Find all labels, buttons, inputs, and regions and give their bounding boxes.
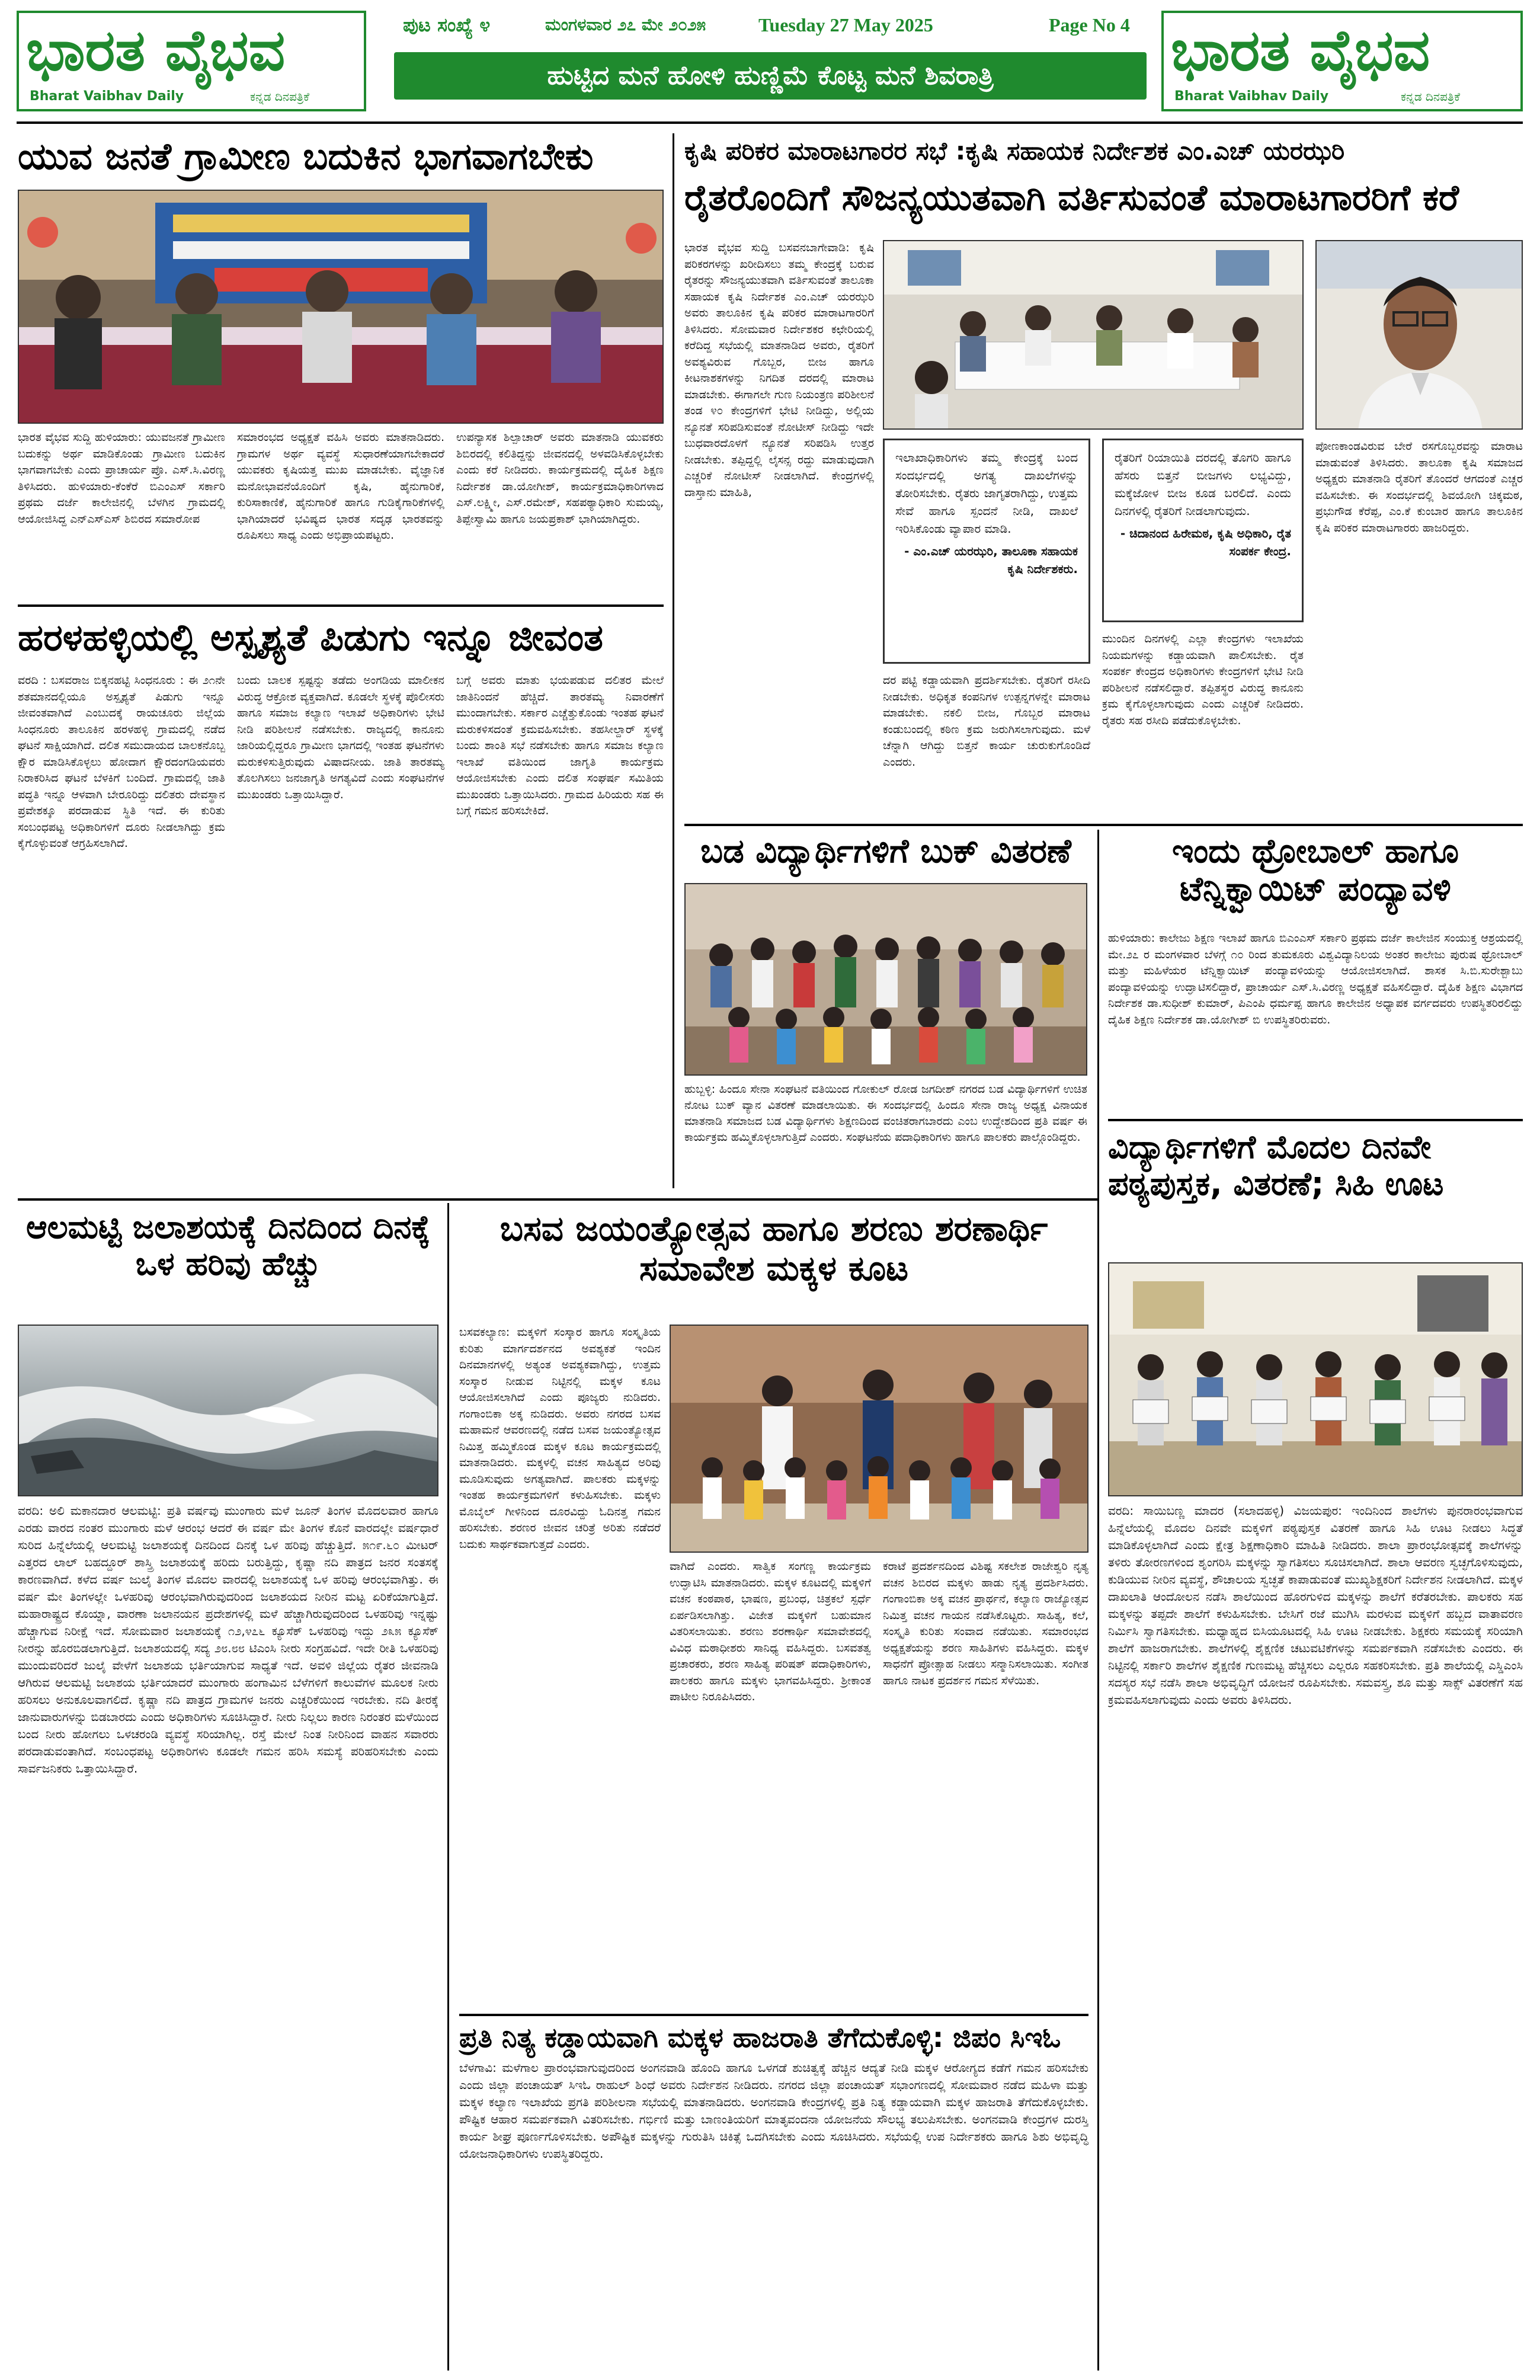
agri-meeting-photo <box>883 240 1304 430</box>
basava-headline: ಬಸವ ಜಯಂತ್ಯೋತ್ಸವ ಹಾಗೂ ಶರಣು ಶರಣಾರ್ಥಿ ಸಮಾವೇಶ ಮಕ್ಕಳ ಕೂಟ <box>500 1208 1048 1288</box>
agri-quote-2 <box>1102 439 1304 622</box>
rule-middle <box>18 1198 1097 1201</box>
masthead-subtitle-en-right: Bharat Vaibhav Daily <box>1174 89 1329 104</box>
page-no: Page No 4 <box>1049 14 1130 36</box>
masthead-subtitle-en: Bharat Vaibhav Daily <box>30 89 184 104</box>
throwball-headline: ಇಂದು ಥ್ರೋಬಾಲ್ ಹಾಗೂ ಟೆನ್ನಿಕ್ವಾಯಿಟ್ ಪಂದ್ಯಾವಳಿ <box>1172 832 1459 909</box>
rule-youth-bottom <box>18 604 664 607</box>
page-label-kn: ಪುಟ ಸಂಖ್ಯೆ ೪ <box>403 14 491 36</box>
basava-col-1: ಬಸವಕಲ್ಯಾಣ: ಮಕ್ಕಳಿಗೆ ಸಂಸ್ಕಾರ ಹಾಗೂ ಸಂಸ್ಕೃತಿಯ ಕುರಿತು ಮಾರ್ಗದರ್ಶನದ ಅವಶ್ಯಕತೆ ಇಂದಿನ ದಿನಮಾನಗಳಲ್ಲಿ ಅತ್ಯಂತ ಅವಶ್ಯಕವಾಗಿದ್ದು, ಉತ್ತಮ ಸಂಸ್ಕಾರ ನೀಡುವ ನಿಟ್ಟಿನಲ್ಲಿ ಮಕ್ಕಳ ಕೂಟ ಆಯೋಜಿಸಲಾಗಿದೆ ಎಂದು ಪೂಜ್ಯರು ನುಡಿದರು. ಗಂಗಾಂಬಿಕಾ ಅಕ್ಕ ನುಡಿದರು. ಅವರು ನಗರದ ಬಸವ ಮಹಾಮನೆ ಆವರಣದಲ್ಲಿ ನಡೆದ ಬಸವ ಜಯಂತ್ಯೋತ್ಸವ ನಿಮಿತ್ತ ಹಮ್ಮಿಕೊಂಡ ಮಕ್ಕಳ ಕೂಟ ಕಾರ್ಯಕ್ರಮದಲ್ಲಿ ಮಾತನಾಡಿದರು. ಮಕ್ಕಳಲ್ಲಿ ವಚನ ಸಾಹಿತ್ಯದ ಅರಿವು ಮೂಡಿಸುವುದು ಅಗತ್ಯವಾಗಿದೆ. ಪಾಲಕರು ಮಕ್ಕಳನ್ನು ಇಂತಹ ಕಾರ್ಯಕ್ರಮಗಳಿಗೆ ಕಳುಹಿಸಬೇಕು. ಮಕ್ಕಳು ಮೊಬೈಲ್ ಗೀಳಿನಿಂದ ದೂರವಿದ್ದು ಓದಿನತ್ತ ಗಮನ ಹರಿಸಬೇಕು. ಶರಣರ ಜೀವನ ಚರಿತ್ರೆ ಅರಿತು ನಡೆದರೆ ಬದುಕು ಸಾರ್ಥಕವಾಗುತ್ತದೆ ಎಂದರು. <box>459 1326 661 1551</box>
youth-headline: ಯುವ ಜನತೆ ಗ್ರಾಮೀಣ ಬದುಕಿನ ಭಾಗವಾಗಬೇಕು <box>18 135 594 178</box>
agri-headline: ರೈತರೊಂದಿಗೆ ಸೌಜನ್ಯಯುತವಾಗಿ ವರ್ತಿಸುವಂತೆ ಮಾರಾಟಗಾರರಿಗೆ ಕರೆ <box>684 177 1459 219</box>
untouchability-headline: ಹರಳಹಳ್ಳಿಯಲ್ಲಿ ಅಸ್ಪೃಶ್ಯತೆ ಪಿಡುಗು ಇನ್ನೂ ಜೀವಂತ <box>18 616 603 659</box>
rule-agri-bottom <box>684 824 1523 826</box>
books-photo <box>684 883 1087 1076</box>
youth-photo-image <box>19 191 664 424</box>
students-body: ವರದಿ: ಸಾಯಿಬಣ್ಣ ಮಾದರ (ಸಲಾದಹಳ್ಳಿ) ವಿಜಯಪುರ: ಇಂದಿನಿಂದ ಶಾಲೆಗಳು ಪುನರಾರಂಭವಾಗುವ ಹಿನ್ನೆಲೆಯಲ್ಲಿ ಮೊದಲ ದಿನವೇ ಮಕ್ಕಳಿಗೆ ಪಠ್ಯಪುಸ್ತಕ ವಿತರಣೆ ಹಾಗೂ ಸಿಹಿ ಊಟ ನೀಡಲು ಸಿದ್ಧತೆ ಮಾಡಿಕೊಳ್ಳಲಾಗಿದೆ ಎಂದು ಕ್ಷೇತ್ರ ಶಿಕ್ಷಣಾಧಿಕಾರಿ ಮಾಹಿತಿ ನೀಡಿದರು. ಶಾಲಾ ಪ್ರಾರಂಭೋತ್ಸವಕ್ಕೆ ಶಾಲೆಗಳನ್ನು ತಳಿರು ತೋರಣಗಳಿಂದ ಶೃಂಗರಿಸಿ ಮಕ್ಕಳನ್ನು ಸ್ವಾಗತಿಸಲು ಸೂಚಿಸಲಾಗಿದೆ. ಶಾಲಾ ಆವರಣ ಸ್ವಚ್ಛಗೊಳಿಸುವುದು, ಕುಡಿಯುವ ನೀರಿನ ವ್ಯವಸ್ಥೆ, ಶೌಚಾಲಯ ಸ್ವಚ್ಛತೆ ಕಾಪಾಡುವಂತೆ ಮುಖ್ಯಶಿಕ್ಷಕರಿಗೆ ನಿರ್ದೇಶನ ನೀಡಲಾಗಿದೆ. ಮಕ್ಕಳ ದಾಖಲಾತಿ ಆಂದೋಲನ ನಡೆಸಿ ಶಾಲೆಯಿಂದ ಹೊರಗುಳಿದ ಮಕ್ಕಳನ್ನು ಶಾಲೆಗೆ ಕರೆತರಬೇಕು. ಪಾಲಕರು ಸಹ ಮಕ್ಕಳನ್ನು ತಪ್ಪದೇ ಶಾಲೆಗೆ ಕಳುಹಿಸಬೇಕು. ಬೇಸಿಗೆ ರಜೆ ಮುಗಿಸಿ ಮರಳುವ ಮಕ್ಕಳಿಗೆ ಹಬ್ಬದ ವಾತಾವರಣ ನಿರ್ಮಿಸಿ ಸ್ವಾಗತಿಸಬೇಕು. ಮಧ್ಯಾಹ್ನದ ಬಿಸಿಯೂಟದಲ್ಲಿ ಸಿಹಿ ಊಟ ನೀಡಬೇಕು. ಶಿಕ್ಷಕರು ಸಮಯಕ್ಕೆ ಸರಿಯಾಗಿ ಶಾಲೆಗೆ ಹಾಜರಾಗಬೇಕು. ಶಾಲೆಗಳಲ್ಲಿ ಶೈಕ್ಷಣಿಕ ಚಟುವಟಿಕೆಗಳನ್ನು ಸಮರ್ಪಕವಾಗಿ ನಡೆಸಬೇಕು ಎಂದರು. ಈ ನಿಟ್ಟಿನಲ್ಲಿ ಸರ್ಕಾರಿ ಶಾಲೆಗಳ ಶೈಕ್ಷಣಿಕ ಗುಣಮಟ್ಟ ಹೆಚ್ಚಿಸಲು ಎಲ್ಲರೂ ಸಹಕರಿಸಬೇಕು. ಪ್ರತಿ ಶಾಲೆಯಲ್ಲಿ ಎಸ್ಡಿಎಂಸಿ ಸದಸ್ಯರ ಸಭೆ ನಡೆಸಿ ಶಾಲಾ ಅಭಿವೃದ್ಧಿಗೆ ಯೋಜನೆ ರೂಪಿಸಬೇಕು. ಸಮವಸ್ತ್ರ, ಶೂ ಮತ್ತು ಸಾಕ್ಸ್ ವಿತರಣೆಗೆ ಸಹ ಕ್ರಮವಹಿಸಲಾಗುವುದು ಎಂದು ಅವರು ತಿಳಿಸಿದರು. <box>1108 1504 1523 1707</box>
basava-col-2: ವಾಗಿದೆ ಎಂದರು. ಸಾತ್ವಿಕ ಸಂಗಣ್ಣ ಕಾರ್ಯಕ್ರಮ ಉದ್ಘಾಟಿಸಿ ಮಾತನಾಡಿದರು. ಮಕ್ಕಳ ಕೂಟದಲ್ಲಿ ಮಕ್ಕಳಿಗೆ ವಚನ ಕಂಠಪಾಠ, ಭಾಷಣ, ಪ್ರಬಂಧ, ಚಿತ್ರಕಲೆ ಸ್ಪರ್ಧೆ ಏರ್ಪಡಿಸಲಾಗಿತ್ತು. ವಿಜೇತ ಮಕ್ಕಳಿಗೆ ಬಹುಮಾನ ವಿತರಿಸಲಾಯಿತು. ಶರಣು ಶರಣಾರ್ಥಿ ಸಮಾವೇಶದಲ್ಲಿ ವಿವಿಧ ಮಠಾಧೀಶರು ಸಾನಿಧ್ಯ ವಹಿಸಿದ್ದರು. ಬಸವತತ್ವ ಪ್ರಚಾರಕರು, ಶರಣ ಸಾಹಿತ್ಯ ಪರಿಷತ್ ಪದಾಧಿಕಾರಿಗಳು, ಪಾಲಕರು ಹಾಗೂ ಮಕ್ಕಳು ಭಾಗವಹಿಸಿದ್ದರು. ಶ್ರೀಕಾಂತ ಪಾಟೀಲ ನಿರೂಪಿಸಿದರು. <box>670 1560 871 1703</box>
agri-quote-1-byline: - ಎಂ.ಎಚ್ ಯರಝರಿ, ತಾಲೂಕಾ ಸಹಾಯಕ ಕೃಷಿ ನಿರ್ದೇಶಕರು. <box>904 544 1078 576</box>
masthead-right <box>1161 11 1523 111</box>
books-headline: ಬಡ ವಿದ್ಯಾರ್ಥಿಗಳಿಗೆ ಬುಕ್ ವಿತರಣೆ <box>700 832 1071 871</box>
basava-col-3: ಕರಾಟೆ ಪ್ರದರ್ಶನದಿಂದ ವಿಶಿಷ್ಟ ಸಕಲೇಶ ರಾಜೇಶ್ವರಿ ನೃತ್ಯ ವಚನ ಶಿಬಿರದ ಮಕ್ಕಳು ಹಾಡು ನೃತ್ಯ ಪ್ರದರ್ಶಿಸಿದರು. ಗಂಗಾಂಬಿಕಾ ಅಕ್ಕ ವಚನ ಪ್ರಾರ್ಥನೆ, ಕಲ್ಯಾಣ ರಾಜ್ಯೋತ್ಸವ ನಿಮಿತ್ತ ವಚನ ಗಾಯನ ನಡೆಸಿಕೊಟ್ಟರು. ಸಾಹಿತ್ಯ, ಕಲೆ, ಸಂಸ್ಕೃತಿ ಕುರಿತು ಸಂವಾದ ನಡೆಯಿತು. ಸಮಾರಂಭದ ಅಧ್ಯಕ್ಷತೆಯನ್ನು ಶರಣ ಸಾಹಿತಿಗಳು ವಹಿಸಿದ್ದರು. ಮಕ್ಕಳ ಸಾಧನೆಗೆ ಪ್ರೋತ್ಸಾಹ ನೀಡಲು ಸನ್ಮಾನಿಸಲಾಯಿತು. ಸಂಗೀತ ಹಾಗೂ ನಾಟಕ ಪ್ರದರ್ಶನ ಗಮನ ಸೆಳೆಯಿತು. <box>883 1560 1088 1687</box>
books-photo-image <box>686 884 1087 1076</box>
rule-basava-bottom <box>459 2014 1088 2016</box>
masthead-title: ಭಾರತ ವೈಭವ <box>26 17 286 84</box>
masthead-title-right: ಭಾರತ ವೈಭವ <box>1171 17 1430 84</box>
date-en: Tuesday 27 May 2025 <box>758 14 933 36</box>
agri-col-4: ಮುಂದಿನ ದಿನಗಳಲ್ಲಿ ಎಲ್ಲಾ ಕೇಂದ್ರಗಳು ಇಲಾಖೆಯ ನಿಯಮಗಳನ್ನು ಕಡ್ಡಾಯವಾಗಿ ಪಾಲಿಸಬೇಕು. ರೈತ ಸಂಪರ್ಕ ಕೇಂದ್ರದ ಅಧಿಕಾರಿಗಳು ಕೇಂದ್ರಗಳಿಗೆ ಭೇಟಿ ನೀಡಿ ಪರಿಶೀಲನೆ ನಡೆಸಲಿದ್ದಾರೆ. ತಪ್ಪಿತಸ್ಥರ ವಿರುದ್ಧ ಕಾನೂನು ಕ್ರಮ ಕೈಗೊಳ್ಳಲಾಗುವುದು ಎಂದು ಎಚ್ಚರಿಕೆ ನೀಡಿದರು. ರೈತರು ಸಹ ರಸೀದಿ ಪಡೆದುಕೊಳ್ಳಬೇಕು. <box>1102 632 1304 727</box>
agri-col-3: ಪೋಣಕಾಂಡವಿರುವ ಬೇರೆ ರಸಗೊಬ್ಬರವನ್ನು ಮಾರಾಟ ಮಾಡುವಂತೆ ತಿಳಿಸಿದರು. ತಾಲೂಕಾ ಕೃಷಿ ಸಮಾಜದ ಅಧ್ಯಕ್ಷರು ಮಾತನಾಡಿ ರೈತರಿಗೆ ತೊಂದರೆ ಆಗದಂತೆ ಎಚ್ಚರ ವಹಿಸಬೇಕು. ಈ ಸಂದರ್ಭದಲ್ಲಿ ಶಿವಯೋಗಿ ಚಿಕ್ಕಮಠ, ಪ್ರಭುಗೌಡ ಕೆರೆಪ್ಪ, ಎಂ.ಕೆ ಕುಂಬಾರ ಹಾಗೂ ತಾಲೂಕಿನ ಕೃಷಿ ಪರಿಕರ ಮಾರಾಟಗಾರರು ಹಾಜರಿದ್ದರು. <box>1315 440 1523 535</box>
rule-almatti-right <box>447 1203 449 2371</box>
agri-meeting-image <box>884 241 1304 430</box>
agri-quote-2-text: ರೈತರಿಗೆ ರಿಯಾಯಿತಿ ದರದಲ್ಲಿ ತೊಗರಿ ಹಾಗೂ ಹೆಸರು ಬಿತ್ತನೆ ಬೀಜಗಳು ಲಭ್ಯವಿದ್ದು, ಮಕ್ಕೆಜೋಳ ಬೀಜ ಕೂಡ ಬರಲಿದೆ. ಎಂದು ದಿನಗಳಲ್ಲಿ ರೈತರಿಗೆ ನೀಡಲಾಗುವುದು. <box>1115 450 1291 518</box>
students-photo-image <box>1109 1263 1523 1496</box>
agri-col-2: ದರ ಪಟ್ಟಿ ಕಡ್ಡಾಯವಾಗಿ ಪ್ರದರ್ಶಿಸಬೇಕು. ರೈತರಿಗೆ ರಸೀದಿ ನೀಡಬೇಕು. ಅಧಿಕೃತ ಕಂಪನಿಗಳ ಉತ್ಪನ್ನಗಳನ್ನೇ ಮಾರಾಟ ಮಾಡಬೇಕು. ನಕಲಿ ಬೀಜ, ಗೊಬ್ಬರ ಮಾರಾಟ ಕಂಡುಬಂದಲ್ಲಿ ಕಠಿಣ ಕ್ರಮ ಜರುಗಿಸಲಾಗುವುದು. ಮಳೆ ಚೆನ್ನಾಗಿ ಆಗಿದ್ದು ಬಿತ್ತನೆ ಕಾರ್ಯ ಚುರುಕುಗೊಂಡಿದೆ ಎಂದರು. <box>883 674 1090 769</box>
basava-photo-image <box>671 1326 1088 1553</box>
students-photo <box>1108 1262 1523 1496</box>
agri-quote-1 <box>883 439 1090 664</box>
rule-left-column <box>673 133 674 1188</box>
attendance-body: ಬೆಳಗಾವಿ: ಮಳೆಗಾಲ ಪ್ರಾರಂಭವಾಗುವುದರಿಂದ ಅಂಗನವಾಡಿ ಹೊಂದಿ ಹಾಗೂ ಒಳಗಡೆ ಶುಚಿತ್ವಕ್ಕೆ ಹೆಚ್ಚಿನ ಆದ್ಯತೆ ನೀಡಿ ಮಕ್ಕಳ ಆರೋಗ್ಯದ ಕಡೆಗೆ ಗಮನ ಹರಿಸಬೇಕು ಎಂದು ಜಿಲ್ಲಾ ಪಂಚಾಯತ್ ಸಿಇಓ ರಾಹುಲ್ ಶಿಂಧೆ ಅವರು ನಿರ್ದೇಶನ ನೀಡಿದರು. ನಗರದ ಜಿಲ್ಲಾ ಪಂಚಾಯತ್ ಸಭಾಂಗಣದಲ್ಲಿ ಸೋಮವಾರ ನಡೆದ ಮಹಿಳಾ ಮತ್ತು ಮಕ್ಕಳ ಕಲ್ಯಾಣ ಇಲಾಖೆಯ ಪ್ರಗತಿ ಪರಿಶೀಲನಾ ಸಭೆಯಲ್ಲಿ ಮಾತನಾಡಿದರು. ಅಂಗನವಾಡಿ ಕೇಂದ್ರಗಳಲ್ಲಿ ಪ್ರತಿ ನಿತ್ಯ ಕಡ್ಡಾಯವಾಗಿ ಮಕ್ಕಳ ಹಾಜರಾತಿ ತೆಗೆದುಕೊಳ್ಳಬೇಕು. ಪೌಷ್ಟಿಕ ಆಹಾರ ಸಮರ್ಪಕವಾಗಿ ವಿತರಿಸಬೇಕು. ಗರ್ಭಿಣಿ ಮತ್ತು ಬಾಣಂತಿಯರಿಗೆ ಮಾತೃವಂದನಾ ಯೋಜನೆಯ ಸೌಲಭ್ಯ ತಲುಪಿಸಬೇಕು. ಅಂಗನವಾಡಿ ಕೇಂದ್ರಗಳ ದುರಸ್ತಿ ಕಾರ್ಯ ಶೀಘ್ರ ಪೂರ್ಣಗೊಳಿಸಬೇಕು. ಅಪೌಷ್ಟಿಕ ಮಕ್ಕಳನ್ನು ಗುರುತಿಸಿ ಚಿಕಿತ್ಸೆ ಒದಗಿಸಬೇಕು ಎಂದು ಸೂಚಿಸಿದರು. ಸಭೆಯಲ್ಲಿ ಉಪ ನಿರ್ದೇಶಕರು ಹಾಗೂ ಶಿಶು ಅಭಿವೃದ್ಧಿ ಯೋಜನಾಧಿಕಾರಿಗಳು ಉಪಸ್ಥಿತರಿದ್ದರು. <box>459 2061 1088 2161</box>
almatti-body: ವರದಿ: ಅಲಿ ಮಕಾನದಾರ ಆಲಮಟ್ಟಿ: ಪ್ರತಿ ವರ್ಷವು ಮುಂಗಾರು ಮಳೆ ಜೂನ್ ತಿಂಗಳ ಮೊದಲವಾರ ಹಾಗೂ ಎರಡು ವಾರದ ನಂತರ ಮುಂಗಾರು ಮಳೆ ಆರಂಭ ಆದರೆ ಈ ವರ್ಷ ಮೇ ತಿಂಗಳ ಕೊನೆ ವಾರದಲ್ಲೇ ವರ್ಷಧಾರೆ ಸುರಿದ ಹಿನ್ನೆಲೆಯಲ್ಲಿ ಆಲಮಟ್ಟಿ ಜಲಾಶಯಕ್ಕೆ ದಿನದಿಂದ ದಿನಕ್ಕೆ ಒಳ ಹರಿವು ಹೆಚ್ಚುತ್ತಿದೆ. ೫೧೯.೬೦ ಮೀಟರ್ ಎತ್ತರದ ಲಾಲ್ ಬಹದ್ದೂರ್ ಶಾಸ್ತ್ರಿ ಜಲಾಶಯಕ್ಕೆ ಹರಿದು ಬರುತ್ತಿದ್ದು, ಕೃಷ್ಣಾ ನದಿ ಪಾತ್ರದ ಜನರ ಸಂತಸಕ್ಕೆ ಕಾರಣವಾಗಿದೆ. ಕಳೆದ ವರ್ಷ ಜುಲೈ ತಿಂಗಳ ಮೊದಲ ವಾರದಲ್ಲಿ ಜಲಾಶಯಕ್ಕೆ ಒಳ ಹರಿವು ಆರಂಭವಾಗಿತ್ತು. ಈ ವರ್ಷ ಮೇ ತಿಂಗಳಲ್ಲೇ ಒಳಹರಿವು ಆರಂಭವಾಗಿರುವುದರಿಂದ ಜಲಾಶಯದ ನೀರಿನ ಮಟ್ಟ ಏರಿಕೆಯಾಗುತ್ತಿದೆ. ಮಹಾರಾಷ್ಟ್ರದ ಕೊಯ್ನಾ, ವಾರಣಾ ಜಲಾನಯನ ಪ್ರದೇಶಗಳಲ್ಲಿ ಮಳೆ ಹೆಚ್ಚಾಗಿರುವುದರಿಂದ ಒಳಹರಿವು ಇನ್ನಷ್ಟು ಹೆಚ್ಚಾಗುವ ನಿರೀಕ್ಷೆ ಇದೆ. ಸೋಮವಾರ ಜಲಾಶಯಕ್ಕೆ ೧೨,೪೭೬ ಕ್ಯೂಸೆಕ್ ಒಳಹರಿವು ಇದ್ದು ೨೩೫ ಕ್ಯೂಸೆಕ್ ನೀರನ್ನು ಹೊರಬಿಡಲಾಗುತ್ತಿದೆ. ಜಲಾಶಯದಲ್ಲಿ ಸದ್ಯ ೨೮.೮೮ ಟಿಎಂಸಿ ನೀರು ಸಂಗ್ರಹವಿದೆ. ಇದೇ ರೀತಿ ಒಳಹರಿವು ಮುಂದುವರಿದರೆ ಜುಲೈ ವೇಳೆಗೆ ಜಲಾಶಯ ಭರ್ತಿಯಾಗುವ ಸಾಧ್ಯತೆ ಇದೆ. ಅವಳಿ ಜಿಲ್ಲೆಯ ರೈತರ ಜೀವನಾಡಿ ಆಗಿರುವ ಆಲಮಟ್ಟಿ ಜಲಾಶಯ ಭರ್ತಿಯಾದರೆ ಮುಂಗಾರು ಹಂಗಾಮಿನ ಬೆಳೆಗಳಿಗೆ ಕಾಲುವೆಗಳ ಮೂಲಕ ನೀರು ಹರಿಸಲು ಅನುಕೂಲವಾಗಲಿದೆ. ಕೃಷ್ಣಾ ನದಿ ಪಾತ್ರದ ಗ್ರಾಮಗಳ ಜನರು ಎಚ್ಚರಿಕೆಯಿಂದ ಇರಬೇಕು. ನದಿ ತೀರಕ್ಕೆ ಜಾನುವಾರುಗಳನ್ನು ಬಿಡಬಾರದು ಎಂದು ಅಧಿಕಾರಿಗಳು ಸೂಚಿಸಿದ್ದಾರೆ. ನೀರು ನಿಲ್ಲಲು ಕಾರಣ ನಿರಂತರ ಮಳೆಯಿಂದ ಬಂದ ನೀರು ಹೋಗಲು ಒಳಚರಂಡಿ ವ್ಯವಸ್ಥೆ ಸರಿಯಾಗಿಲ್ಲ. ರಸ್ತೆ ಮೇಲೆ ನಿಂತ ನೀರಿನಿಂದ ವಾಹನ ಸವಾರರು ಪರದಾಡುವಂತಾಗಿದೆ. ಸಂಬಂಧಪಟ್ಟ ಅಧಿಕಾರಿಗಳು ಕೂಡಲೇ ಗಮನ ಹರಿಸಿ ಸಮಸ್ಯೆ ಪರಿಹರಿಸಬೇಕು ಎಂದು ಸಾರ್ವಜನಿಕರು ಒತ್ತಾಯಿಸಿದ್ದಾರೆ. <box>18 1504 438 1776</box>
almatti-photo-image <box>19 1326 438 1496</box>
youth-col-2: ಸಮಾರಂಭದ ಅಧ್ಯಕ್ಷತೆ ವಹಿಸಿ ಅವರು ಮಾತನಾಡಿದರು. ಗ್ರಾಮಗಳ ಅರ್ಥ ವ್ಯವಸ್ಥೆ ಸುಧಾರಣೆಯಾಗಬೇಕಾದರೆ ಯುವಕರು ಕೃಷಿಯತ್ತ ಮುಖ ಮಾಡಬೇಕು. ವೈಜ್ಞಾನಿಕ ಮನೋಭಾವನೆಯೊಂದಿಗೆ ಕೃಷಿ, ಹೈನುಗಾರಿಕೆ, ಕುರಿಸಾಕಾಣಿಕೆ, ಹೈನುಗಾರಿಕೆ ಹಾಗೂ ಗುಡಿಕೈಗಾರಿಕೆಗಳಲ್ಲಿ ಭಾಗಿಯಾದರೆ ಭವಿಷ್ಯದ ಭಾರತ ಸದೃಢ ಭಾರತವನ್ನು ರೂಪಿಸಲು ಸಾಧ್ಯ ಎಂದು ಅಭಿಪ್ರಾಯಪಟ್ಟರು. <box>237 431 444 542</box>
basava-photo <box>670 1325 1088 1553</box>
masthead-subtitle-kn: ಕನ್ನಡ ದಿನಪತ್ರಿಕೆ <box>250 89 310 104</box>
agri-quote-1-text: ಇಲಾಖಾಧಿಕಾರಿಗಳು ತಮ್ಮ ಕೇಂದ್ರಕ್ಕೆ ಬಂದ ಸಂದರ್ಭದಲ್ಲಿ ಅಗತ್ಯ ದಾಖಲೆಗಳನ್ನು ತೋರಿಸಬೇಕು. ರೈತರು ಜಾಗೃತರಾಗಿದ್ದು, ಉತ್ತಮ ಸೇವೆ ಹಾಗೂ ಸ್ಪಂದನೆ ನೀಡಿ, ದಾಖಲೆ ಇರಿಸಿಕೊಂಡು ವ್ಯಾಪಾರ ಮಾಡಿ. <box>895 450 1078 536</box>
rule-right-column <box>1097 1126 1099 2371</box>
masthead-rule <box>17 121 1523 124</box>
untouchability-col-1: ವರದಿ : ಬಸವರಾಜ ಬಿಕ್ಕನಹಟ್ಟಿ ಸಿಂಧನೂರು : ಈ ೨೧ನೇ ಶತಮಾನದಲ್ಲಿಯೂ ಅಸ್ಪೃಶ್ಯತೆ ಪಿಡುಗು ಇನ್ನೂ ಜೀವಂತವಾಗಿದೆ ಎಂಬುದಕ್ಕೆ ರಾಯಚೂರು ಜಿಲ್ಲೆಯ ಸಿಂಧನೂರು ತಾಲೂಕಿನ ಹರಳಹಳ್ಳಿ ಗ್ರಾಮದಲ್ಲಿ ನಡೆದ ಘಟನೆ ಸಾಕ್ಷಿಯಾಗಿದೆ. ದಲಿತ ಸಮುದಾಯದ ಬಾಲಕನೊಬ್ಬ ಕ್ಷೌರ ಮಾಡಿಸಿಕೊಳ್ಳಲು ಹೋದಾಗ ಕ್ಷೌರದಂಗಡಿಯವರು ನಿರಾಕರಿಸಿದ ಘಟನೆ ಬೆಳಕಿಗೆ ಬಂದಿದೆ. ಗ್ರಾಮದಲ್ಲಿ ಜಾತಿ ಪದ್ಧತಿ ಇನ್ನೂ ಆಳವಾಗಿ ಬೇರೂರಿದ್ದು ದಲಿತರು ದೇವಸ್ಥಾನ ಪ್ರವೇಶಕ್ಕೂ ಪರದಾಡುವ ಸ್ಥಿತಿ ಇದೆ. ಈ ಕುರಿತು ಸಂಬಂಧಪಟ್ಟ ಅಧಿಕಾರಿಗಳಿಗೆ ದೂರು ನೀಡಲಾಗಿದ್ದು ಕ್ರಮ ಕೈಗೊಳ್ಳುವಂತೆ ಆಗ್ರಹಿಸಲಾಗಿದೆ. <box>18 674 225 850</box>
masthead-left <box>17 11 366 111</box>
throwball-body: ಹುಳಿಯಾರು: ಕಾಲೇಜು ಶಿಕ್ಷಣ ಇಲಾಖೆ ಹಾಗೂ ಬಿಎಂಎಸ್ ಸರ್ಕಾರಿ ಪ್ರಥಮ ದರ್ಜೆ ಕಾಲೇಜಿನ ಸಂಯುಕ್ತ ಆಶ್ರಯದಲ್ಲಿ ಮೇ.೨೭ ರ ಮಂಗಳವಾರ ಬೆಳಗ್ಗೆ ೧೦ ರಿಂದ ತುಮಕೂರು ವಿಶ್ವವಿದ್ಯಾನಿಲಯ ಅಂತರ ಕಾಲೇಜು ಪುರುಷ ಥ್ರೋಬಾಲ್ ಮತ್ತು ಮಹಿಳೆಯರ ಟೆನ್ನಿಕ್ವಾಯಿಟ್ ಪಂದ್ಯಾವಳಿಯನ್ನು ಆಯೋಜಿಸಲಾಗಿದೆ. ಶಾಸಕ ಸಿ.ಬಿ.ಸುರೇಶ್ಬಾಬು ಪಂದ್ಯಾವಳಿಯನ್ನು ಉದ್ಘಾಟಿಸಲಿದ್ದಾರೆ, ಪ್ರಾಚಾರ್ಯ ಎಸ್.ಸಿ.ವಿರಣ್ಣ ಅಧ್ಯಕ್ಷತೆ ವಹಿಸಲಿದ್ದಾರೆ. ದೈಹಿಕ ಶಿಕ್ಷಣ ವಿಭಾಗದ ನಿರ್ದೇಶಕ ಡಾ.ಸುಧೀಶ್ ಕುಮಾರ್, ಪಿಎಂಪಿ ಧರ್ಮಪ್ಪ ಹಾಗೂ ಕಾಲೇಜಿನ ಅಧ್ಯಾಪಕ ವರ್ಗದವರು ಉಪಸ್ಥಿತರಿರಲಿದ್ದು ದೈಹಿಕ ಶಿಕ್ಷಣ ನಿರ್ದೇಶಕ ಡಾ.ಯೋಗೀಶ್ ಬಿ ಉಪಸ್ಥಿತರಿರುವರು. <box>1108 932 1523 1026</box>
students-headline: ವಿದ್ಯಾರ್ಥಿಗಳಿಗೆ ಮೊದಲ ದಿನವೇ ಪಠ್ಯಪುಸ್ತಕ, ವಿತರಣೆ; ಸಿಹಿ ಊಟ <box>1108 1128 1444 1203</box>
youth-photo <box>18 190 664 424</box>
agri-col-1: ಭಾರತ ವೈಭವ ಸುದ್ದಿ ಬಸವನಬಾಗೇವಾಡಿ: ಕೃಷಿ ಪರಿಕರಗಳನ್ನು ಖರೀದಿಸಲು ತಮ್ಮ ಕೇಂದ್ರಕ್ಕೆ ಬರುವ ರೈತರನ್ನು ಸೌಜನ್ಯಯುತವಾಗಿ ವರ್ತಿಸುವಂತೆ ತಾಲೂಕಾ ಸಹಾಯಕ ಕೃಷಿ ನಿರ್ದೇಶಕ ಎಂ.ಎಚ್ ಯರಝರಿ ಅವರು ತಾಲೂಕಿನ ಕೃಷಿ ಪರಿಕರ ಮಾರಾಟಗಾರರಿಗೆ ತಿಳಿಸಿದರು. ಸೋಮವಾರ ನಿರ್ದೇಶಕರ ಕಛೇರಿಯಲ್ಲಿ ಕರೆದಿದ್ದ ಸಭೆಯಲ್ಲಿ ಮಾತನಾಡಿದ ಅವರು, ರೈತರಿಗೆ ಅವಶ್ಯವಿರುವ ಗೊಬ್ಬರ, ಬೀಜ ಹಾಗೂ ಕೀಟನಾಶಕಗಳನ್ನು ನಿಗದಿತ ದರದಲ್ಲಿ ಮಾರಾಟ ಮಾಡಬೇಕು. ಈಗಾಗಲೇ ಗುಣ ನಿಯಂತ್ರಣ ಪರಿಶೀಲನೆ ತಂಡ ೪೦ ಕೇಂದ್ರಗಳಿಗೆ ಭೇಟಿ ನೀಡಿದ್ದು, ಅಲ್ಲಿಯ ನ್ಯೂನತೆ ಸರಿಪಡಿಸುವಂತೆ ನೋಟೀಸ್ ನೀಡಿದ್ದು ಇದೇ ಬುಧವಾರದೊಳಗೆ ನ್ಯೂನತೆ ಸರಿಪಡಿಸಿ ಉತ್ತರ ನೀಡಬೇಕು. ತಪ್ಪಿದ್ದಲ್ಲಿ ಲೈಸನ್ಸ ರದ್ದು ಮಾಡುವುದಾಗಿ ಎಚ್ಚರಿಕೆ ನೋಟೀಸ್ ನೀಡಲಾಗಿದೆ. ಕೇಂದ್ರಗಳಲ್ಲಿ ದಾಸ್ತಾನು ಮಾಹಿತಿ, <box>684 241 874 499</box>
agri-portrait-photo <box>1315 240 1523 430</box>
masthead-subtitle-kn-right: ಕನ್ನಡ ದಿನಪತ್ರಿಕೆ <box>1401 89 1461 104</box>
rule-throwball-bottom <box>1108 1119 1523 1121</box>
untouchability-col-3: ಬಗ್ಗೆ ಅವರು ಮಾತು ಭಯಪಡುವ ದಲಿತರ ಮೇಲೆ ಜಾತಿನಿಂದನೆ ಹೆಚ್ಚಿದೆ. ತಾರತಮ್ಯ ನಿವಾರಣೆಗೆ ಮುಂದಾಗಬೇಕು. ಸರ್ಕಾರ ಎಚ್ಚೆತ್ತುಕೊಂಡು ಇಂತಹ ಘಟನೆ ಮರುಕಳಿಸದಂತೆ ಕ್ರಮವಹಿಸಬೇಕು. ತಹಸೀಲ್ದಾರ್ ಸ್ಥಳಕ್ಕೆ ಬಂದು ಶಾಂತಿ ಸಭೆ ನಡೆಸಬೇಕು ಹಾಗೂ ಸಮಾಜ ಕಲ್ಯಾಣ ಇಲಾಖೆ ವತಿಯಿಂದ ಜಾಗೃತಿ ಕಾರ್ಯಕ್ರಮ ಆಯೋಜಿಸಬೇಕು ಎಂದು ದಲಿತ ಸಂಘರ್ಷ ಸಮಿತಿಯ ಮುಖಂಡರು ಒತ್ತಾಯಿಸಿದರು. ಗ್ರಾಮದ ಹಿರಿಯರು ಸಹ ಈ ಬಗ್ಗೆ ಗಮನ ಹರಿಸಬೇಕಿದೆ. <box>456 674 664 817</box>
slogan-banner: ಹುಟ್ಟಿದ ಮನೆ ಹೋಳಿ ಹುಣ್ಣಿಮೆ ಕೊಟ್ಟ ಮನೆ ಶಿವರಾತ್ರಿ <box>394 52 1147 100</box>
youth-col-3: ಉಪನ್ಯಾಸಕ ಶಿಲ್ಪಾಚಾರ್ ಅವರು ಮಾತನಾಡಿ ಯುವಕರು ಶಿಬಿರದಲ್ಲಿ ಕಲಿತಿದ್ದನ್ನು ಜೀವನದಲ್ಲಿ ಅಳವಡಿಸಿಕೊಳ್ಳಬೇಕು ಎಂದು ಕರೆ ನೀಡಿದರು. ಕಾರ್ಯಕ್ರಮದಲ್ಲಿ ದೈಹಿಕ ಶಿಕ್ಷಣ ನಿರ್ದೇಶಕ ಡಾ.ಯೋಗೀಶ್, ಕಾರ್ಯಕ್ರಮಾಧಿಕಾರಿಗಳಾದ ಎಸ್.ಲಕ್ಷ್ಮೀ, ಎಸ್.ರಮೇಶ್, ಸಹಪಠ್ಯಾಧಿಕಾರಿ ಸುಮಯ್ಯ, ತಿಪ್ಪೇಸ್ವಾಮಿ ಹಾಗೂ ಜಯಪ್ರಕಾಶ್ ಭಾಗಿಯಾಗಿದ್ದರು. <box>456 431 664 526</box>
agri-kicker: ಕೃಷಿ ಪರಿಕರ ಮಾರಾಟಗಾರರ ಸಭೆ :ಕೃಷಿ ಸಹಾಯಕ ನಿರ್ದೇಶಕ ಎಂ.ಎಚ್ ಯರಝರಿ <box>684 136 1345 165</box>
untouchability-col-2: ಬಂದು ಬಾಲಕ ಸ್ಪಷ್ಟನ್ನು ತಡೆದು ಅಂಗಡಿಯ ಮಾಲೀಕನ ವಿರುದ್ಧ ಆಕ್ರೋಶ ವ್ಯಕ್ತವಾಗಿದೆ. ಕೂಡಲೇ ಸ್ಥಳಕ್ಕೆ ಪೊಲೀಸರು ಹಾಗೂ ಸಮಾಜ ಕಲ್ಯಾಣ ಇಲಾಖೆ ಅಧಿಕಾರಿಗಳು ಭೇಟಿ ನೀಡಿ ಪರಿಶೀಲನೆ ನಡೆಸಬೇಕು. ರಾಜ್ಯದಲ್ಲಿ ಕಾನೂನು ಜಾರಿಯಲ್ಲಿದ್ದರೂ ಗ್ರಾಮೀಣ ಭಾಗದಲ್ಲಿ ಇಂತಹ ಘಟನೆಗಳು ಮರುಕಳಿಸುತ್ತಿರುವುದು ವಿಷಾದನೀಯ. ಜಾತಿ ತಾರತಮ್ಯ ತೊಲಗಿಸಲು ಜನಜಾಗೃತಿ ಅಗತ್ಯವಿದೆ ಎಂದು ಸಂಘಟನೆಗಳ ಮುಖಂಡರು ಒತ್ತಾಯಿಸಿದ್ದಾರೆ. <box>237 674 444 801</box>
youth-col-1: ಭಾರತ ವೈಭವ ಸುದ್ದಿ ಹುಳಿಯಾರು: ಯುವಜನತೆ ಗ್ರಾಮೀಣ ಬದುಕನ್ನು ಅರ್ಥ ಮಾಡಿಕೊಂಡು ಗ್ರಾಮೀಣ ಬದುಕಿನ ಭಾಗವಾಗಬೇಕು ಎಂದು ಪ್ರಾಚಾರ್ಯ ಪ್ರೊ. ಎಸ್.ಸಿ.ವಿರಣ್ಣ ತಿಳಿಸಿದರು. ಹುಳಿಯಾರು-ಕೆಂಕೆರೆ ಬಿಎಂಎಸ್ ಸರ್ಕಾರಿ ಪ್ರಥಮ ದರ್ಜೆ ಕಾಲೇಜಿನಲ್ಲಿ ಬೆಳಗಿನ ಗ್ರಾಮದಲ್ಲಿ ಆಯೋಜಿಸಿದ್ದ ಎನ್ಎಸ್ಎಸ್ ಶಿಬಿರದ ಸಮಾರೋಪ <box>18 431 225 526</box>
agri-quote-2-byline: - ಚಿದಾನಂದ ಹಿರೇಮಠ, ಕೃಷಿ ಅಧಿಕಾರಿ, ರೈತ ಸಂಪರ್ಕ ಕೇಂದ್ರ. <box>1120 526 1291 558</box>
attendance-headline: ಪ್ರತಿ ನಿತ್ಯ ಕಡ್ಡಾಯವಾಗಿ ಮಕ್ಕಳ ಹಾಜರಾತಿ ತೆಗೆದುಕೊಳ್ಳಿ: ಜಿಪಂ ಸಿಇಓ <box>459 2021 1061 2053</box>
books-caption: ಹುಬ್ಬಳ್ಳಿ: ಹಿಂದೂ ಸೇನಾ ಸಂಘಟನೆ ವತಿಯಿಂದ ಗೋಕುಲ್ ರೋಡ ಜಗದೀಶ್ ನಗರದ ಬಡ ವಿದ್ಯಾರ್ಥಿಗಳಿಗೆ ಉಚಿತ ನೋಟ ಬುಕ್ ವ್ಯಾನ ವಿತರಣೆ ಮಾಡಲಾಯಿತು. ಈ ಸಂದರ್ಭದಲ್ಲಿ ಹಿಂದೂ ಸೇನಾ ರಾಜ್ಯ ಅಧ್ಯಕ್ಷ ವಿನಾಯಕ ಮಾತನಾಡಿ ಸಮಾಜದ ಬಡ ವಿದ್ಯಾರ್ಥಿಗಳು ಶಿಕ್ಷಣದಿಂದ ವಂಚಿತರಾಗಬಾರದು ಎಂಬ ಉದ್ದೇಶದಿಂದ ಪ್ರತಿ ವರ್ಷ ಈ ಕಾರ್ಯಕ್ರಮ ಹಮ್ಮಿಕೊಳ್ಳಲಾಗುತ್ತಿದೆ ಎಂದರು. ಸಂಘಟನೆಯ ಪದಾಧಿಕಾರಿಗಳು ಹಾಗೂ ಪಾಲಕರು ಪಾಲ್ಗೊಂಡಿದ್ದರು. <box>684 1083 1087 1144</box>
almatti-headline: ಆಲಮಟ್ಟಿ ಜಲಾಶಯಕ್ಕೆ ದಿನದಿಂದ ದಿನಕ್ಕೆ ಒಳ ಹರಿವು ಹೆಚ್ಚು <box>26 1208 430 1283</box>
agri-portrait-image <box>1317 241 1523 430</box>
date-kn: ಮಂಗಳವಾರ ೨೭ ಮೇ ೨೦೨೫ <box>545 15 706 34</box>
almatti-photo <box>18 1325 438 1496</box>
